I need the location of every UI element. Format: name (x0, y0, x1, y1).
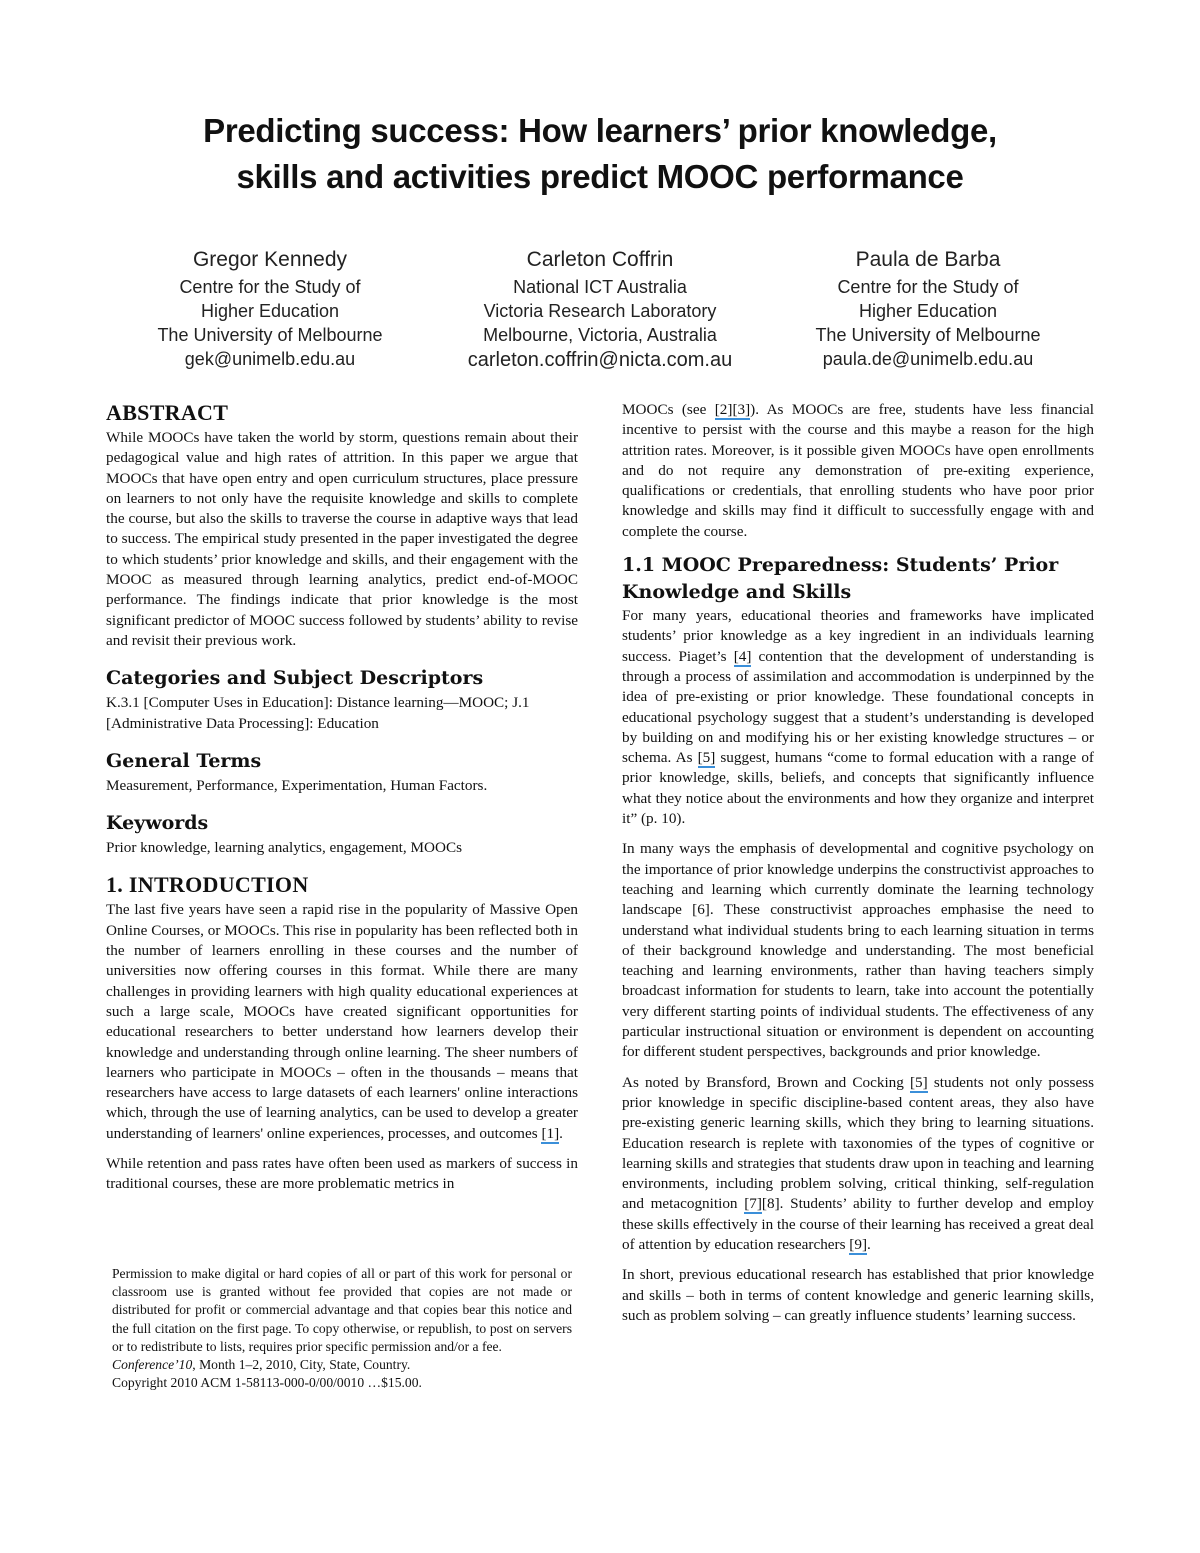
introduction-section (106, 872, 578, 1194)
conference-name: Conference’10 (112, 1357, 193, 1373)
conference-line (112, 1356, 572, 1374)
introduction-heading: 1. INTRODUCTION (106, 872, 309, 898)
abstract-text: While MOOCs have taken the world by storm, questions remain about their pedagogical value and high rates of attrition. In this paper we argue that MOOCs that have open entry and open curriculum structures, place pressure on learners to not only have the requisite knowledge and skills to complete the course, but also the skills to traverse the course in adaptive ways that lead to success. The empirical study presented in the paper investigated the degree to which students’ prior knowledge and skills, and their engagement with the MOOC as measured through learning analytics, predict end-of-MOOC performance. The findings indicate that prior knowledge is the most significant predictor of MOOC success followed by students’ ability to revise and revisit their previous work. (106, 429, 578, 649)
citation-link[interactable]: [7] (744, 1195, 762, 1213)
general-terms-section (106, 748, 578, 796)
permission-notice (112, 1265, 572, 1392)
citation-link[interactable]: [9] (849, 1235, 868, 1253)
text-span: [8]. Students’ ability to further develop and employ these skills effectively in the course of their learning has received a great deal of attention by education researchers (622, 1195, 1095, 1253)
author-affiliation: The University of Melbourne (157, 325, 383, 345)
text-span: . (867, 1235, 871, 1253)
categories-section (106, 665, 578, 734)
author-name: Gregor Kennedy (192, 248, 348, 271)
author-email[interactable]: paula.de@unimelb.edu.au (822, 349, 1034, 369)
author-affiliation: The University of Melbourne (815, 325, 1041, 345)
author-name: Paula de Barba (855, 248, 1001, 271)
author-2 (440, 245, 760, 373)
citation-link[interactable]: [5] (910, 1073, 928, 1091)
section-1-1-heading: 1.1 MOOC Preparedness: Students’ Prior Knowledge and Skills (622, 554, 1059, 604)
text-span: ). As MOOCs are free, students have less financial incentive to persist with the course and this maybe a reason for the high attrition rates. Moreover, is it possible given MOOCs have open enrollments and do not require any demonstration of pre-exiting experience, qualifications or credentials, that enrolling students who have poor prior knowledge and skills may find it difficult to successfully engage with and complete the course. (622, 401, 1094, 540)
section-1-1-paragraph-3 (622, 1073, 1094, 1256)
citation-link[interactable]: [5] (697, 749, 716, 767)
introduction-paragraph-1 (106, 900, 578, 1144)
introduction-paragraph-2-continued (622, 400, 1094, 542)
author-affiliation: Higher Education (200, 301, 340, 321)
author-email[interactable]: carleton.coffrin@nicta.com.au (467, 349, 733, 371)
introduction-paragraph-2: While retention and pass rates have often been used as markers of success in traditional courses, these are more problematic metrics in (106, 1155, 578, 1193)
left-column (106, 400, 578, 1195)
right-column (622, 400, 1094, 1326)
keywords-section (106, 810, 578, 858)
text-span: As noted by Bransford, Brown and Cocking (622, 1073, 910, 1091)
section-1-1-paragraph-4: In short, previous educational research has established that prior knowledge and skills – both in terms of content knowledge and generic learning skills, such as problem solving – can greatly influence students’ learning success. (622, 1266, 1094, 1324)
title-line-2: skills and activities predict MOOC performance (236, 158, 964, 195)
text-span: contention that the development of understanding is through a process of assimilation and accommodation is underpinned by the idea of pre-existing or prior knowledge. These foundational concepts in educational psychology suggest that a student’s understanding is developed by building on and modifying his or her existing knowledge structures – or schema. As (622, 647, 1094, 767)
text-span: . (559, 1124, 563, 1142)
text-span: students not only possess prior knowledge in specific discipline-based content areas, they also have pre-existing generic learning skills, which they bring to learning situations. Education research is replete with taxonomies of the types of cognitive or learning skills and strategies that students draw upon in teaching and learning environments, including problem solving, critical thinking, self-regulation and metacognition (622, 1073, 1095, 1213)
author-email[interactable]: gek@unimelb.edu.au (184, 349, 356, 369)
general-terms-text: Measurement, Performance, Experimentation, Human Factors. (106, 776, 488, 794)
citation-link[interactable]: [1] (541, 1124, 560, 1142)
title-line-1: Predicting success: How learners’ prior knowledge, (203, 112, 997, 149)
categories-heading: Categories and Subject Descriptors (106, 667, 484, 690)
section-1-1-paragraph-1 (622, 606, 1094, 829)
author-affiliation: Melbourne, Victoria, Australia (483, 325, 717, 345)
author-affiliation: Centre for the Study of (179, 277, 361, 297)
author-1 (110, 245, 430, 371)
text-span: MOOCs (see (622, 401, 715, 418)
abstract-section (106, 400, 578, 651)
author-block (0, 245, 1200, 375)
text-span: suggest, humans “come to formal education with a range of prior knowledge, skills, beliefs, and concepts that significantly influence what they notice about the environments and how they organize and interpret it” (p. 10). (622, 749, 1094, 828)
citation-link[interactable]: [4] (733, 647, 752, 665)
text-span: The last five years have seen a rapid rise in the popularity of Massive Open Online Courses, or MOOCs. This rise in popularity has been reflected both in the number of learners enrolling in these courses and the number of universities now offering courses in this format. While there are many challenges in providing learners with high quality educational experiences at such a large scale, MOOCs have created significant opportunities for educational researchers to better understand how learners develop their knowledge and understanding through online learning. The sheer numbers of learners who participate in MOOCs – often in the thousands – means that researchers have access to large datasets of each learners' online interactions which, through the use of learning analytics, can be used to develop a greater understanding of learners' online experiences, processes, and outcomes (106, 901, 578, 1142)
author-name: Carleton Coffrin (526, 248, 674, 271)
general-terms-heading: General Terms (106, 749, 262, 772)
text-span: For many years, educational theories and frameworks have implicated students’ prior knowledge as a key ingredient in an individuals learning success. Piaget’s (622, 607, 1094, 665)
conference-details: , Month 1–2, 2010, City, State, Country. (192, 1357, 411, 1373)
keywords-text: Prior knowledge, learning analytics, engagement, MOOCs (106, 839, 462, 857)
categories-text: K.3.1 [Computer Uses in Education]: Distance learning—MOOC; J.1 [Administrative Data Processing]: Education (106, 694, 530, 732)
author-affiliation: Centre for the Study of (837, 277, 1019, 297)
author-affiliation: Higher Education (858, 301, 998, 321)
permission-text: Permission to make digital or hard copies of all or part of this work for personal or classroom use is granted without fee provided that copies are not made or distributed for profit or commercial advantage and that copies bear this notice and the full citation on the first page. To copy otherwise, or republish, to post on servers or to redistribute to lists, requires prior specific permission and/or a fee. (112, 1266, 572, 1354)
abstract-heading: ABSTRACT (106, 400, 229, 425)
author-affiliation: Victoria Research Laboratory (483, 301, 717, 321)
author-3 (768, 245, 1088, 371)
keywords-heading: Keywords (106, 812, 209, 835)
paper-title (150, 108, 1050, 200)
author-affiliation: National ICT Australia (513, 277, 687, 297)
copyright-line: Copyright 2010 ACM 1-58113-000-0/00/0010 …$15.00. (112, 1375, 422, 1391)
section-1-1-paragraph-2: In many ways the emphasis of developmental and cognitive psychology on the importance of prior knowledge underpins the constructivist approaches to teaching and learning which currently dominate the learning technology landscape [6]. These constructivist approaches emphasise the need to understand what individual students bring to each learning situation in terms of their background knowledge and understanding. The most beneficial teaching and learning environments, rather than having teachers simply broadcast information for students to learn, take into account the potentially very different starting points of individual students. The effectiveness of any particular instructional situation or environment is dependent on accounting for different student perspectives, backgrounds and prior knowledge. (622, 840, 1094, 1061)
citation-link[interactable]: [2][3] (714, 401, 751, 418)
